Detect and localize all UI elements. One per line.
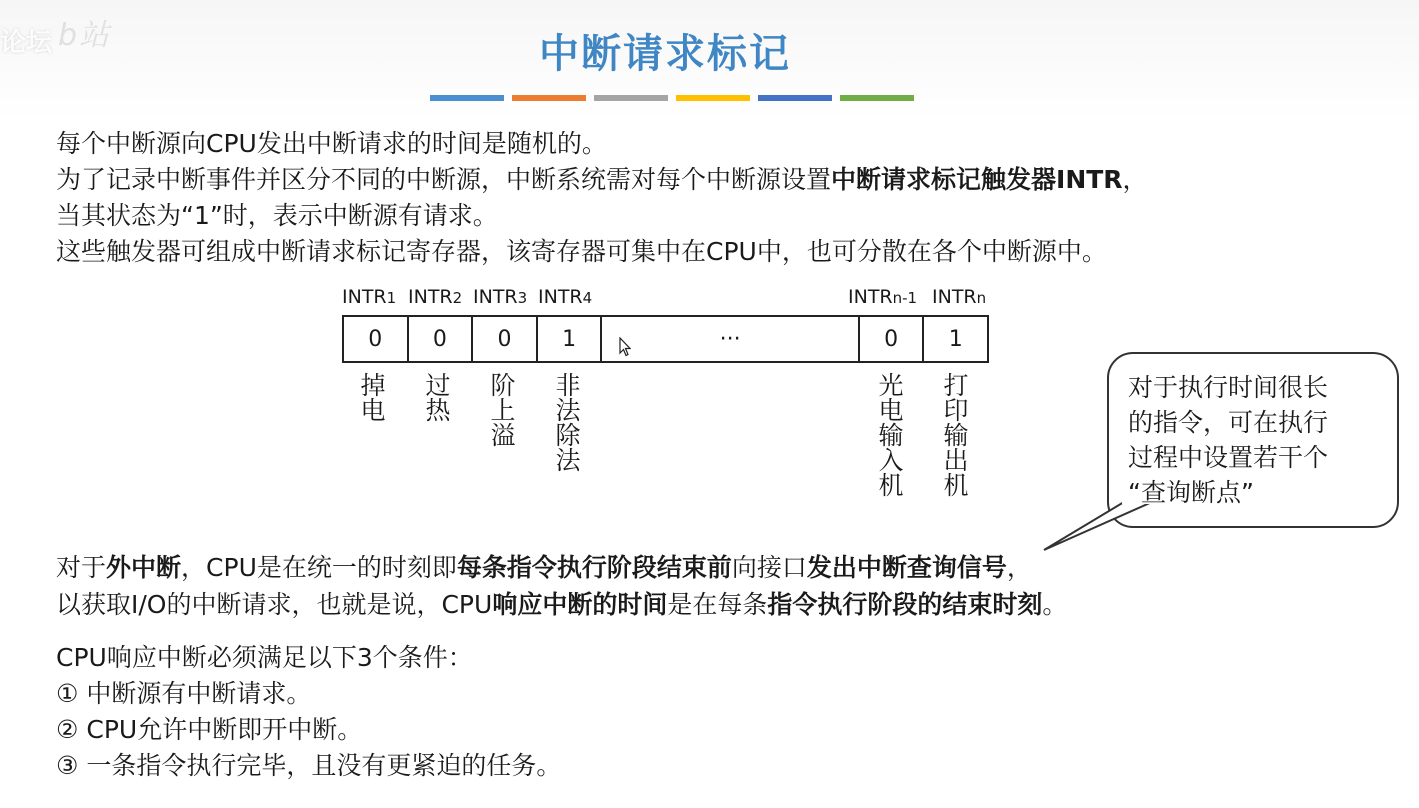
callout-line-3: 过程中设置若干个	[1128, 443, 1329, 472]
accent-bar-3	[594, 95, 668, 101]
ext1-f: 发出中断查询信号	[806, 553, 1007, 582]
reg-label-3-sub: 3	[517, 289, 528, 307]
ext1-a: 对于	[56, 553, 107, 582]
reg-label-n-base: INTR	[932, 286, 977, 308]
ext1-g: ，	[1006, 553, 1032, 582]
source-label-3: 阶上溢	[487, 372, 516, 447]
condition-3: ③ 一条指令执行完毕，且没有更紧迫的任务。	[56, 751, 562, 780]
source-label-1: 掉电	[357, 372, 386, 422]
intro-line-2-bold: 中断请求标记触发器INTR	[831, 165, 1123, 194]
intro-line-2-text: 为了记录中断事件并区分不同的中断源，中断系统需对每个中断源设置	[56, 165, 832, 194]
mouse-cursor-icon	[619, 337, 631, 357]
reg-cell-2: 0	[409, 317, 474, 361]
reg-label-4-sub: 4	[582, 289, 593, 307]
reg-cell-n-1: 0	[860, 317, 925, 361]
reg-cell-ellipsis: ···	[602, 317, 859, 361]
reg-cell-1: 0	[344, 317, 409, 361]
watermark-text: 论坛	[0, 28, 53, 58]
conditions-heading: CPU响应中断必须满足以下3个条件：	[56, 643, 473, 672]
reg-label-n-1	[848, 286, 917, 308]
ext1-e: 向接口	[731, 553, 807, 582]
reg-label-3-base: INTR	[473, 286, 518, 308]
intro-line-4: 这些触发器可组成中断请求标记寄存器，该寄存器可集中在CPU中，也可分散在各个中断源中。	[56, 237, 1107, 266]
watermark-logo: b站	[58, 18, 112, 53]
accent-bar-5	[758, 95, 832, 101]
external-line-1	[56, 550, 1032, 586]
reg-label-1-base: INTR	[342, 286, 387, 308]
title-accent-bars	[430, 95, 914, 101]
intro-line-3: 当其状态为“1”时，表示中断源有请求。	[56, 201, 498, 230]
page-title: 中断请求标记	[539, 31, 791, 77]
reg-cell-4: 1	[538, 317, 603, 361]
ext2-e: 。	[1042, 590, 1068, 619]
intro-line-2-end: ，	[1122, 165, 1148, 194]
reg-label-1	[342, 286, 396, 308]
reg-label-n-1-sub: n-1	[892, 289, 918, 307]
intro-line-2	[56, 162, 1148, 198]
ext2-a: 以获取I/O的中断请求，也就是说，CPU	[56, 590, 493, 619]
reg-label-n	[932, 286, 986, 308]
ext1-c: ，CPU是在统一的时刻即	[181, 553, 457, 582]
reg-label-4	[538, 286, 592, 308]
intro-line-1: 每个中断源向CPU发出中断请求的时间是随机的。	[56, 129, 607, 158]
reg-label-n-sub: n	[976, 289, 987, 307]
reg-label-2-base: INTR	[408, 286, 453, 308]
callout-line-2: 的指令，可在执行	[1128, 408, 1329, 437]
condition-2: ② CPU允许中断即开中断。	[56, 715, 363, 744]
ext1-b: 外中断	[106, 553, 182, 582]
source-label-n: 打印输出机	[940, 372, 969, 497]
ext2-b: 响应中断的时间	[492, 590, 668, 619]
reg-label-2-sub: 2	[452, 289, 463, 307]
reg-cell-n: 1	[948, 326, 963, 352]
ext2-d: 指令执行阶段的结束时刻	[767, 590, 1043, 619]
callout-line-4: “查询断点”	[1128, 478, 1254, 507]
source-label-n-1: 光电输入机	[875, 372, 904, 497]
reg-label-1-sub: 1	[386, 289, 397, 307]
source-label-2: 过热	[422, 372, 451, 422]
reg-label-4-base: INTR	[538, 286, 583, 308]
accent-bar-1	[430, 95, 504, 101]
callout-text	[1128, 370, 1328, 510]
ext2-c: 是在每条	[667, 590, 768, 619]
accent-bar-4	[676, 95, 750, 101]
reg-label-3	[473, 286, 527, 308]
accent-bar-2	[512, 95, 586, 101]
reg-label-2	[408, 286, 462, 308]
interrupt-request-register	[342, 315, 989, 363]
ext1-d: 每条指令执行阶段结束前	[456, 553, 732, 582]
condition-1: ① 中断源有中断请求。	[56, 679, 312, 708]
reg-cell-3: 0	[473, 317, 538, 361]
callout-line-1: 对于执行时间很长	[1128, 373, 1329, 402]
external-line-2	[56, 587, 1067, 623]
source-label-4: 非法除法	[552, 372, 581, 472]
accent-bar-6	[840, 95, 914, 101]
reg-label-n-1-base: INTR	[848, 286, 893, 308]
